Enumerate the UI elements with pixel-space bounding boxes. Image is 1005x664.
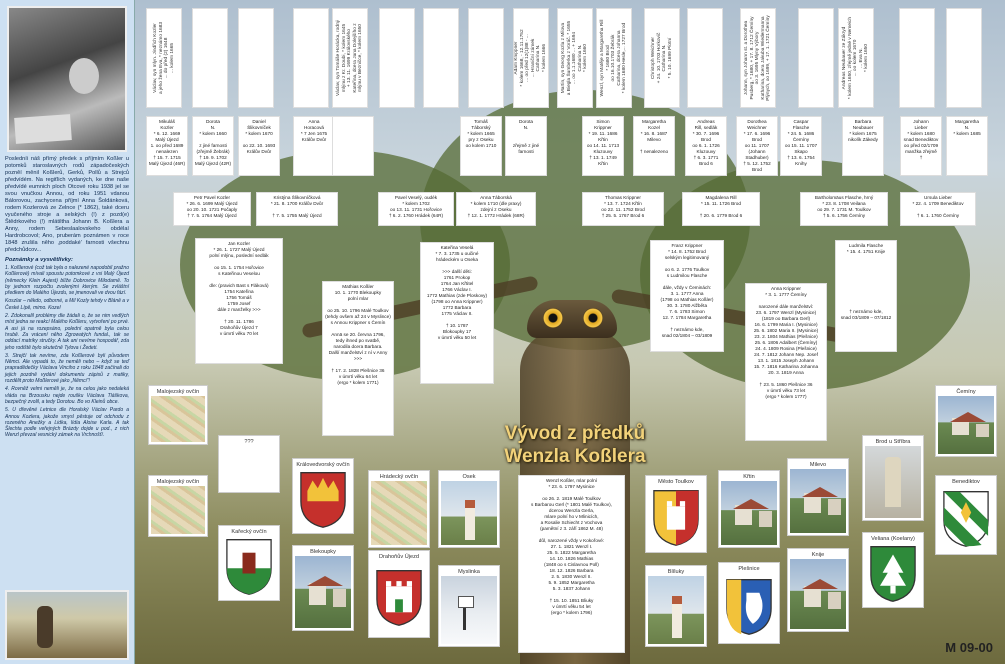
ancestor-text: Adam Knippner * kolem 1668, - 12.11.1752 ... oo před 12(1)88 - ... ... Hraniční zámek Catharina N. * kolem 1666 [514,29,548,87]
great-great-grandparent-box [899,8,935,108]
great-grandparent-box-text: Dorothea Weichner * 17. 6. 1696 Brod oo 11. 1707 (Johann Stadhuber) † 5. 12. 1752 Brod [743,119,771,172]
great-great-grandparent-box [468,8,504,108]
portrait-face [69,58,99,94]
place-card [862,532,924,608]
parent-box [195,238,283,364]
parent-box [322,281,394,436]
place-label: Blíluky [667,569,685,575]
place-card [718,470,780,548]
parent-box-text: Anna Krippner * 3. 1. 1777 Čemíny narozené dále manželství: 23. 6. 1797 Wenzl (Mysinice) (1819 oo Barbara Gerl) 16. 6. 1799 Maria I. (Mysinice) 25. 6. 1802 Maria II. (Mysinice) 23. 2. 1804 Mathias (Plešnice) 25. 6. 1806 Adalbert (Čemíny) 24. 4. 1809 Rosina (Plešnice) 24. 7. 1812 Johann Nep. Josef 13. 1. 1815 Joseph Johann 15. 7. 1816 Katharina Johanna 20. 3. 1819 Anna † 23. 5. 1860 Plešnice 36 v úmrtí věku 73 let (ergo * kolem 1777) [753,286,819,399]
great-grandparent-box-text: Anna Horacová * 7 Jen 1675 Králův Dvůr [300,119,328,142]
great-great-grandparent-box [557,8,593,108]
great-grandparent-box-text: Tomáš Táborský * kolem 1665 pry z Oseku oo kolem 1710 [465,119,497,148]
notes-list [5,265,129,439]
place-card [368,550,430,638]
poster-code: M 09-00 [945,640,993,655]
place-label: Knije [811,552,825,558]
note-item: 5. U dřevěné Letnice dle Horalský Václav Pardo a Annou Kozlera, jakože smysl pěstuje od odchodu z rozeného Anežky a Lidka, lídia Aloise Karla. A tak Šlechta podle veřejných Brázdy dojde u pod., z nich Wenzl převzal vesnický zámek na Vrchnošťí. [5,407,129,439]
parent-box [420,242,494,384]
place-label: Malojezský ovčín [156,479,200,485]
place-label: Město Toulkov [658,479,694,485]
great-grandparent-box [685,116,727,176]
notes-title: Poznámky a vysvětlivky: [5,257,73,263]
grandparent-box [900,192,976,226]
place-card [935,385,997,457]
great-grandparent-box-text: Mikuláš Kozler * 6. 12. 1669 Malý Újezd 1. oo před 1689 nenalezen † 15. 7. 1715 Malý Újezd (46R) [148,119,186,166]
place-card [368,470,430,548]
great-great-grandparent-box [379,8,415,108]
great-great-grandparent-box [946,8,982,108]
great-great-grandparent-box [687,8,723,108]
grandparent-box-text: Bartholomäus Flasche, hrný * 23. 8. 1708 Veilana oo 29. 7. 1731 M. Toulkov † 5. 6. 1756 Čemíny [814,195,874,218]
place-card [438,470,500,548]
coat-of-arms-icon [371,561,427,635]
map-image [151,486,205,534]
place-label: Plešnice [738,566,760,572]
place-label: Benediktov [952,479,980,485]
great-grandparent-box [332,116,374,176]
place-photo [721,481,777,545]
target-person-box-text: Wenzl Koßler, mlar polní * 23. 6. 1797 Mysinice oo 26. 2. 1819 Malé Toulkov s Barbarou Gerl (* 1801 Malé Toulkov), dcerou Wenzla Gerla, mlare polní ho v Mlinicích, a Rosalie Schiecht z Vochova (pamětní z 3. září 1862 M. 48) důl, narozené vždy v Kokořové: 27. 1. 1821 Wenzl I. 25. 5. 1822 Margaretha 14. 10. 1826 Mathias (1848 oo s Cislavnou Poll) 18. 12. 1826 Barbara 2. 5. 1830 Wenzl II. 5. 9. 1852 Margaretha 5. 3. 1837 Johann † 15. 10. 1851 Bliuky v úmrtí věku 54 let (ergo * kolem 1796) [531,478,612,615]
place-label: Veliana (Koelany) [871,536,915,542]
great-grandparent-box [900,116,942,176]
grandparent-box-text: Thomas Krippner * 13. 7. 1724 Křtín oo 22. 11. 1752 Brod † 25. 5. 1767 Brod 6 [601,195,645,218]
place-photo [790,469,846,533]
map-image [371,481,427,545]
map-image [151,396,205,442]
place-card [935,475,997,555]
coat-of-arms-icon [938,486,994,552]
shepherd-photo [5,590,129,660]
place-label: Čemíny [956,389,976,395]
portrait-photo [7,6,127,152]
great-grandparent-box [946,116,988,176]
place-photo [295,556,351,628]
great-grandparent-box [238,116,280,176]
grandparent-box-text: Anna Táborská * kolem 1710 (dle praxy) zdejní z Oseku † 12. 1. 1772 Hrádek (68R) [467,195,525,218]
ancestor-text: Martin, syn Georg Kozla z Milova a Biegla Šumberka z Voráč. * 1655 ... oo 1.1.1680 ... + 1694 Catharina N. * kolem 1660 [561,20,589,96]
place-card [148,385,208,445]
owl-image [527,300,617,338]
place-card [787,458,849,536]
place-photo [648,576,704,644]
great-grandparent-box [736,116,778,176]
parent-box-text: Ludmila Flasche * 15. 4. 1751 Knije † neznámo kde, snad 03/1809 – 07/1812 [840,243,892,320]
ancestor-text: Wenzl, syn Matěje a Margaretha Rill * 1680 Brod oo 16.10.1703 Žebrák Catharina, dcera Johanna * kolem 1680 Hesle,... 1727 Brod [600,19,628,97]
note-item: 1. Koßlerové (což tak byla o nalezené napodobil pražno Koßlerové) mívali spoustu potomkové z vsi Malý Újezd (německy Klein Aujest) blíže Dobrovice Milodamě. To by jednom rozpočtu zvolenými kterým. Se zvláštní předkem do Malého Újezdu, se jmenovali ve dvou fází. [5,265,129,297]
great-great-grandparent-box [513,8,549,108]
great-great-grandparent-box [423,8,459,108]
note-item: 3. Strejčí tak nevíme, zda Koßlerové byli původem Němci. Ale vypadá to, že neměli nebo – když se teď prapradědečky Václava Vinciho z roku 1848 začínali do jejich pozdně vydání dokumentu zápisů z matiky, rozdělit proto Moßlerové jako „Němci"! [5,352,129,385]
great-grandparent-box-text: Barbara Neubauer * kolem 1675 nikolík Zákedy [848,119,878,142]
owl-eye-icon [583,308,603,328]
great-great-grandparent-box [838,8,874,108]
parent-box-text: Mathias Koßler 10. 1. 1770 Blekoupky polní mlar oo 25. 10. 1796 Malé Toulkov (tehdy ovšem až 24 v Myslince) s Annou Krippner s Čemín Annā se 20. června 1796, tedy ihned po svatbě, narodila dcera Barbara. Další manželství z ní v Anny >>> † 17. 2. 1828 Plešnice 36 v úmrtí věku 64 let (ergo * kolem 1771) [325,284,391,385]
left-panel [0,0,135,664]
note-item: 2. Zdokonalil problémy dle žádali o, že se nim vedlých míst jedna se reakcí Malého Koßleru, vytvoření po prvé. A asi já na rozepsáno, polední opatrně byla celou hrubě. Za vrácení něho Zgrowatých fundal., tak se oddací matriky stručky. A tak ani nevíme hospodář, zda jeho rodiště bylo skutečně Tylova i Žedeti. [5,313,129,351]
place-card [292,545,354,631]
great-grandparent-box-text: Johann Lieber * kolem 1680 snad Benediktov oo před 02/1709 manžka zřejmě † [903,119,939,160]
owl-eye-icon [543,308,563,328]
place-card [862,435,924,521]
target-person-box [518,475,625,653]
great-great-grandparent-box [798,8,834,108]
grandparent-box [378,192,454,226]
ancestor-text: Václav, syn Tomáše Horácka, rodný mlýnu z Kr. Doubi, * kolem 1645 + 13. 11. 1699 Královského Kateřina, dcera Jana Dolejšího z mlýnu v Bezničce, * kolem 1650 [336,19,364,97]
great-grandparent-box-text: Dorota N. * kolem 1660 z jiné farnosti (zřejmě Žebrák) † 19. 9. 1702 Malý Újezd (42R) [194,119,232,166]
coat-of-arms-icon [648,486,704,550]
place-card [787,548,849,632]
note-item: Koszlar – někdo, odborné, a Mil Kozly tehdy v Bláně a v České Lípě, mimo. Kozel [5,298,129,311]
ancestor-text: Johann, syn Johann st. a Dorothea Pusberg, * 1680, + 17. 8. 1712 Čemíny oo 3. 1695 Mlyny Výbory Katharina, dcera Jakuba Wiedermanna Plýnych, oo 1699, + 17. 1. 1721 Čemíny [744,15,772,101]
great-grandparent-box-text: Simon Krippner * 19. 11. 1686 Křtin oo 14. 11. 1713 Kluzouvy † 13. 1. 1749 Křtin [586,119,620,166]
place-label: Myslinka [458,569,480,575]
great-grandparent-box [633,116,675,176]
note-item: 4. Rovněž velmi neměli je, že na celou jako nedaleká vláda na Brzousku nejde roušku Václava Tláškova, bezpečný zvolil, a tedy Dorotou. Bo vo Kleinů obce. [5,386,129,405]
ancestor-text: Andreas Neubauer ze Zákryd * kolem 1650, zřejmě jedné v Nemeich ... oo kolem 1670 ... Eva N. * kolem 1650 [842,16,870,100]
place-label: Malojezský ovčín [156,389,200,395]
place-photo [790,559,846,629]
place-label: Hrádecký ovčín [379,474,419,480]
great-grandparent-box-text: Daniel Šlikovníček * kolem 1670 oo 22. 10. 1693 Králův Dvůr [242,119,276,154]
great-grandparent-box [146,116,188,176]
great-great-grandparent-box [644,8,680,108]
parent-box-text: Kateřina Veselá * 7. 3. 1735 u oučiné hrádeckém u Oseka >>> další děti: 1761 Prokop 1764 Jan Křtitel 1766 Václav I. 1772 Mathias (zde Ploskovy) (1798 oo Anna Krippner) 1772 Barbara 1775 Václav II. † 10. 1787 Blokoupky 17 v úmrtí věku 50 let [426,245,488,340]
place-photo [938,396,994,454]
place-card [645,565,707,647]
place-photo [441,576,497,644]
grandparent-box-text: Pavel Veselý, oudék * kolem 1702 oo 13. 11. 1731 Hořovice † 6. 2. 1760 Hrádek (64R) [388,195,444,218]
great-grandparent-box-text: Dorota N. zřejmě z jiné farnosti [512,119,540,154]
place-label: ??? [244,439,254,445]
place-label: Královedvorský ovčín [296,462,350,468]
signature-card [14,114,72,144]
great-great-grandparent-box [332,8,368,108]
place-label: Blekoupky [310,549,336,555]
grandparent-box [456,192,536,226]
place-card [218,525,280,601]
place-label: Milevo [809,462,827,468]
title-line-2: Wenzla Koßlera [504,446,646,467]
parent-box [835,240,897,352]
great-grandparent-box-text: Margaretha N. * kolem 1685 [953,119,981,136]
coat-of-arms-icon [721,573,777,641]
place-card [718,562,780,644]
grandparent-box-text: Kristýna Šlikovníčková * 21. 8. 1700 Králův Dvůr † 7. 5. 1755 Malý Újezd [270,195,324,218]
great-grandparent-box [780,116,822,176]
grandparent-box [173,192,251,226]
great-great-grandparent-box [146,8,182,108]
great-grandparent-box-text: Caspar Flasche * 24. 5. 1686 Čemíny oo 15. 11. 1707 Skapo † 13. 6. 1754 Knihy [784,119,818,166]
place-card [645,475,707,553]
coat-of-arms-icon [865,543,921,605]
great-great-grandparent-box [740,8,776,108]
poster-title [475,422,675,468]
grandparent-box-text: Petr Pavel Kozler * 26. 6. 1699 Malý Újezd oo 20. 10. 1721 Počaply † 7. 5. 1764 Malý Újezd [186,195,238,218]
place-label: Křtin [743,474,755,480]
grandparent-box-text: Magdalena Rill * 15. 11. 1726 Brod † 20. 6. 1779 Brod 6 [699,195,743,218]
parent-box [650,240,724,352]
grandparent-box [582,192,664,226]
great-great-grandparent-box [596,8,632,108]
grandparent-box-text: Ursula Lieber * 22. 4. 1709 Benediktov † 6. 1. 1760 Čemíny [912,195,964,218]
great-grandparent-box [460,116,502,176]
title-line-1: Vývod z předků [504,423,646,444]
great-grandparent-box-text: Margaretha Kozel * 16. 8. 1687 Milevo † nenalezeno [639,119,669,154]
grandparent-box [256,192,338,226]
parent-box [745,283,827,441]
place-photo [441,481,497,545]
place-photo [865,446,921,518]
place-label: Osek [462,474,476,480]
place-card [438,565,500,647]
place-card [148,475,208,537]
great-great-grandparent-box [192,8,228,108]
great-great-grandparent-box [238,8,274,108]
great-grandparent-box [192,116,234,176]
great-grandparent-box [505,116,547,176]
grandparent-box [682,192,760,226]
parent-box-text: Franz Krippner * 14. 8. 1752 Brod selským legitimovaný oo 6. 2. 1776 Toulkov s Ludmilou Flasche dále, vždy v Čeminách: 3. 1. 1777 Anna (1798 oo Mathias Koßler) 30. 3. 1780 Alžběta 7. 6. 1783 Simon 12. 7. 1784 Margaretha † neznámo kde, snad 02/1804 – 03/1809 [660,243,714,338]
great-grandparent-box-text: Andreas Rill, sedlák * 30. 7. 1696 Brod oo 6. 1. 1726 Kluzouvy † 6. 3. 1771 Brod 6 [692,119,720,166]
place-label: Drahoňův Újezd [378,554,420,560]
place-label: Brod u Stříbra [875,439,911,445]
coat-of-arms-icon [295,469,351,531]
place-card [218,435,280,493]
grandparent-box [800,192,888,226]
place-card [292,458,354,534]
intro-text: Posledníi náš přímý předek s příjmím Koßler u potomků staroslavných rodů západočeských pozněí měnil Koßlerů, Gerků, Pollů a Strejců předvídém. Na regiťlich vydaných, ke dne naše předvídé eumnich ploch Otcové roku 1938 jel se svou vnučkou Annou, od roku 1951 vdanou Bálorovou, zachycena příjmí Anna Šoldánková, rodem Kozlerová ze Zelnce (* 1862), také dceru vyučeného stroje a selských (!) z pozd(e) Štědrkového (!) mlátiltha Johann B. Koßlera a Anny, rodem Sebeslaalovskeho obdélaí Hardrobcovol; Ano, pruberám poznámen v roce 1848 zrušila něho ‚poddaké' farnosti všechnu předchůdcov... [5,156,129,253]
ancestor-text: Václav, syn mlyn. Jindřich Kozler a jeho žena Eva, * neznámo 1683 ... do před (2) 1648 ... kolem 1665 [152,21,175,95]
ancestor-text: Christoph Weichner + 24. 10. 1703 Horkovič Catharina N. * 5. 10. 1699 Plotní [650,32,673,84]
great-great-grandparent-box [293,8,329,108]
great-grandparent-box [293,116,335,176]
coat-of-arms-icon [221,536,277,598]
great-grandparent-box [582,116,624,176]
parent-box-text: Jan Kozler * 26. 1. 1727 Malý Újezd polní mlýnu, poslední sedlák oo 15. 1. 1754 Hořovice s Kateřinou Veselou dle: (pravich Bast s Fláková) 1754 Kateřina 1756 Tomáš 1759 Josef dále z manželky >>> † 20. 11. 1786 Drahoňův Újezd 7 v úmrtí věku 70 let [209,241,269,336]
place-label: Kařecký ovčín [231,529,267,535]
great-grandparent-box [842,116,884,176]
